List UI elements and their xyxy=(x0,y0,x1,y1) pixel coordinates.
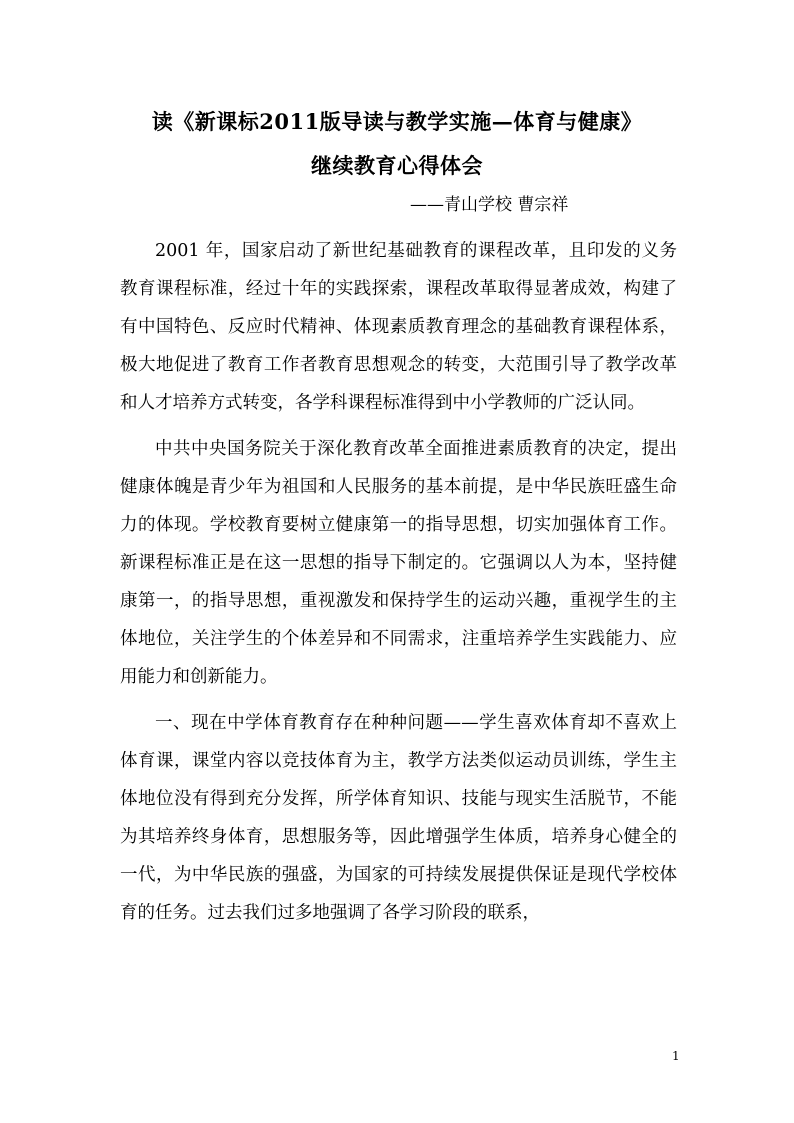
page-number: 1 xyxy=(672,1049,680,1063)
author-line: ——青山学校 曹宗祥 xyxy=(410,195,569,215)
document-subtitle: 继续教育心得体会 xyxy=(311,153,483,178)
document-title: 读《新课标2011版导读与教学实施—体育与健康》 xyxy=(151,109,643,134)
paragraph: 一、现在中学体育教育存在种种问题——学生喜欢体育却不喜欢上体育课，课堂内容以竞技体育为主，教学方法类似运动员训练，学生主体地位没有得到充分发挥，所学体育知识、技能与现实生活脱节，不能为其培养终身体育，思想服务等，因此增强学生体质，培养身心健全的一代，为中华民族的强盛，为国家的可持续发展提供保证是现代学校体育的任务。过去我们过多地强调了各学习阶段的联系， xyxy=(120,713,677,923)
document-body xyxy=(120,232,677,940)
paragraph: 中共中央国务院关于深化教育改革全面推进素质教育的决定，提出健康体魄是青少年为祖国和人民服务的基本前提，是中华民族旺盛生命力的体现。学校教育要树立健康第一的指导思想，切实加强体育工作。新课程标准正是在这一思想的指导下制定的。它强调以人为本，坚持健康第一，的指导思想，重视激发和保持学生的运动兴趣，重视学生的主体地位，关注学生的个体差异和不同需求，注重培养学生实践能力、应用能力和创新能力。 xyxy=(120,439,677,687)
paragraph: 2001 年，国家启动了新世纪基础教育的课程改革，且印发的义务教育课程标准，经过十年的实践探索，课程改革取得显著成效，构建了有中国特色、反应时代精神、体现素质教育理念的基础教育课程体系，极大地促进了教育工作者教育思想观念的转变，大范围引导了教学改革和人才培养方式转变，各学科课程标准得到中小学教师的广泛认同。 xyxy=(120,241,677,413)
